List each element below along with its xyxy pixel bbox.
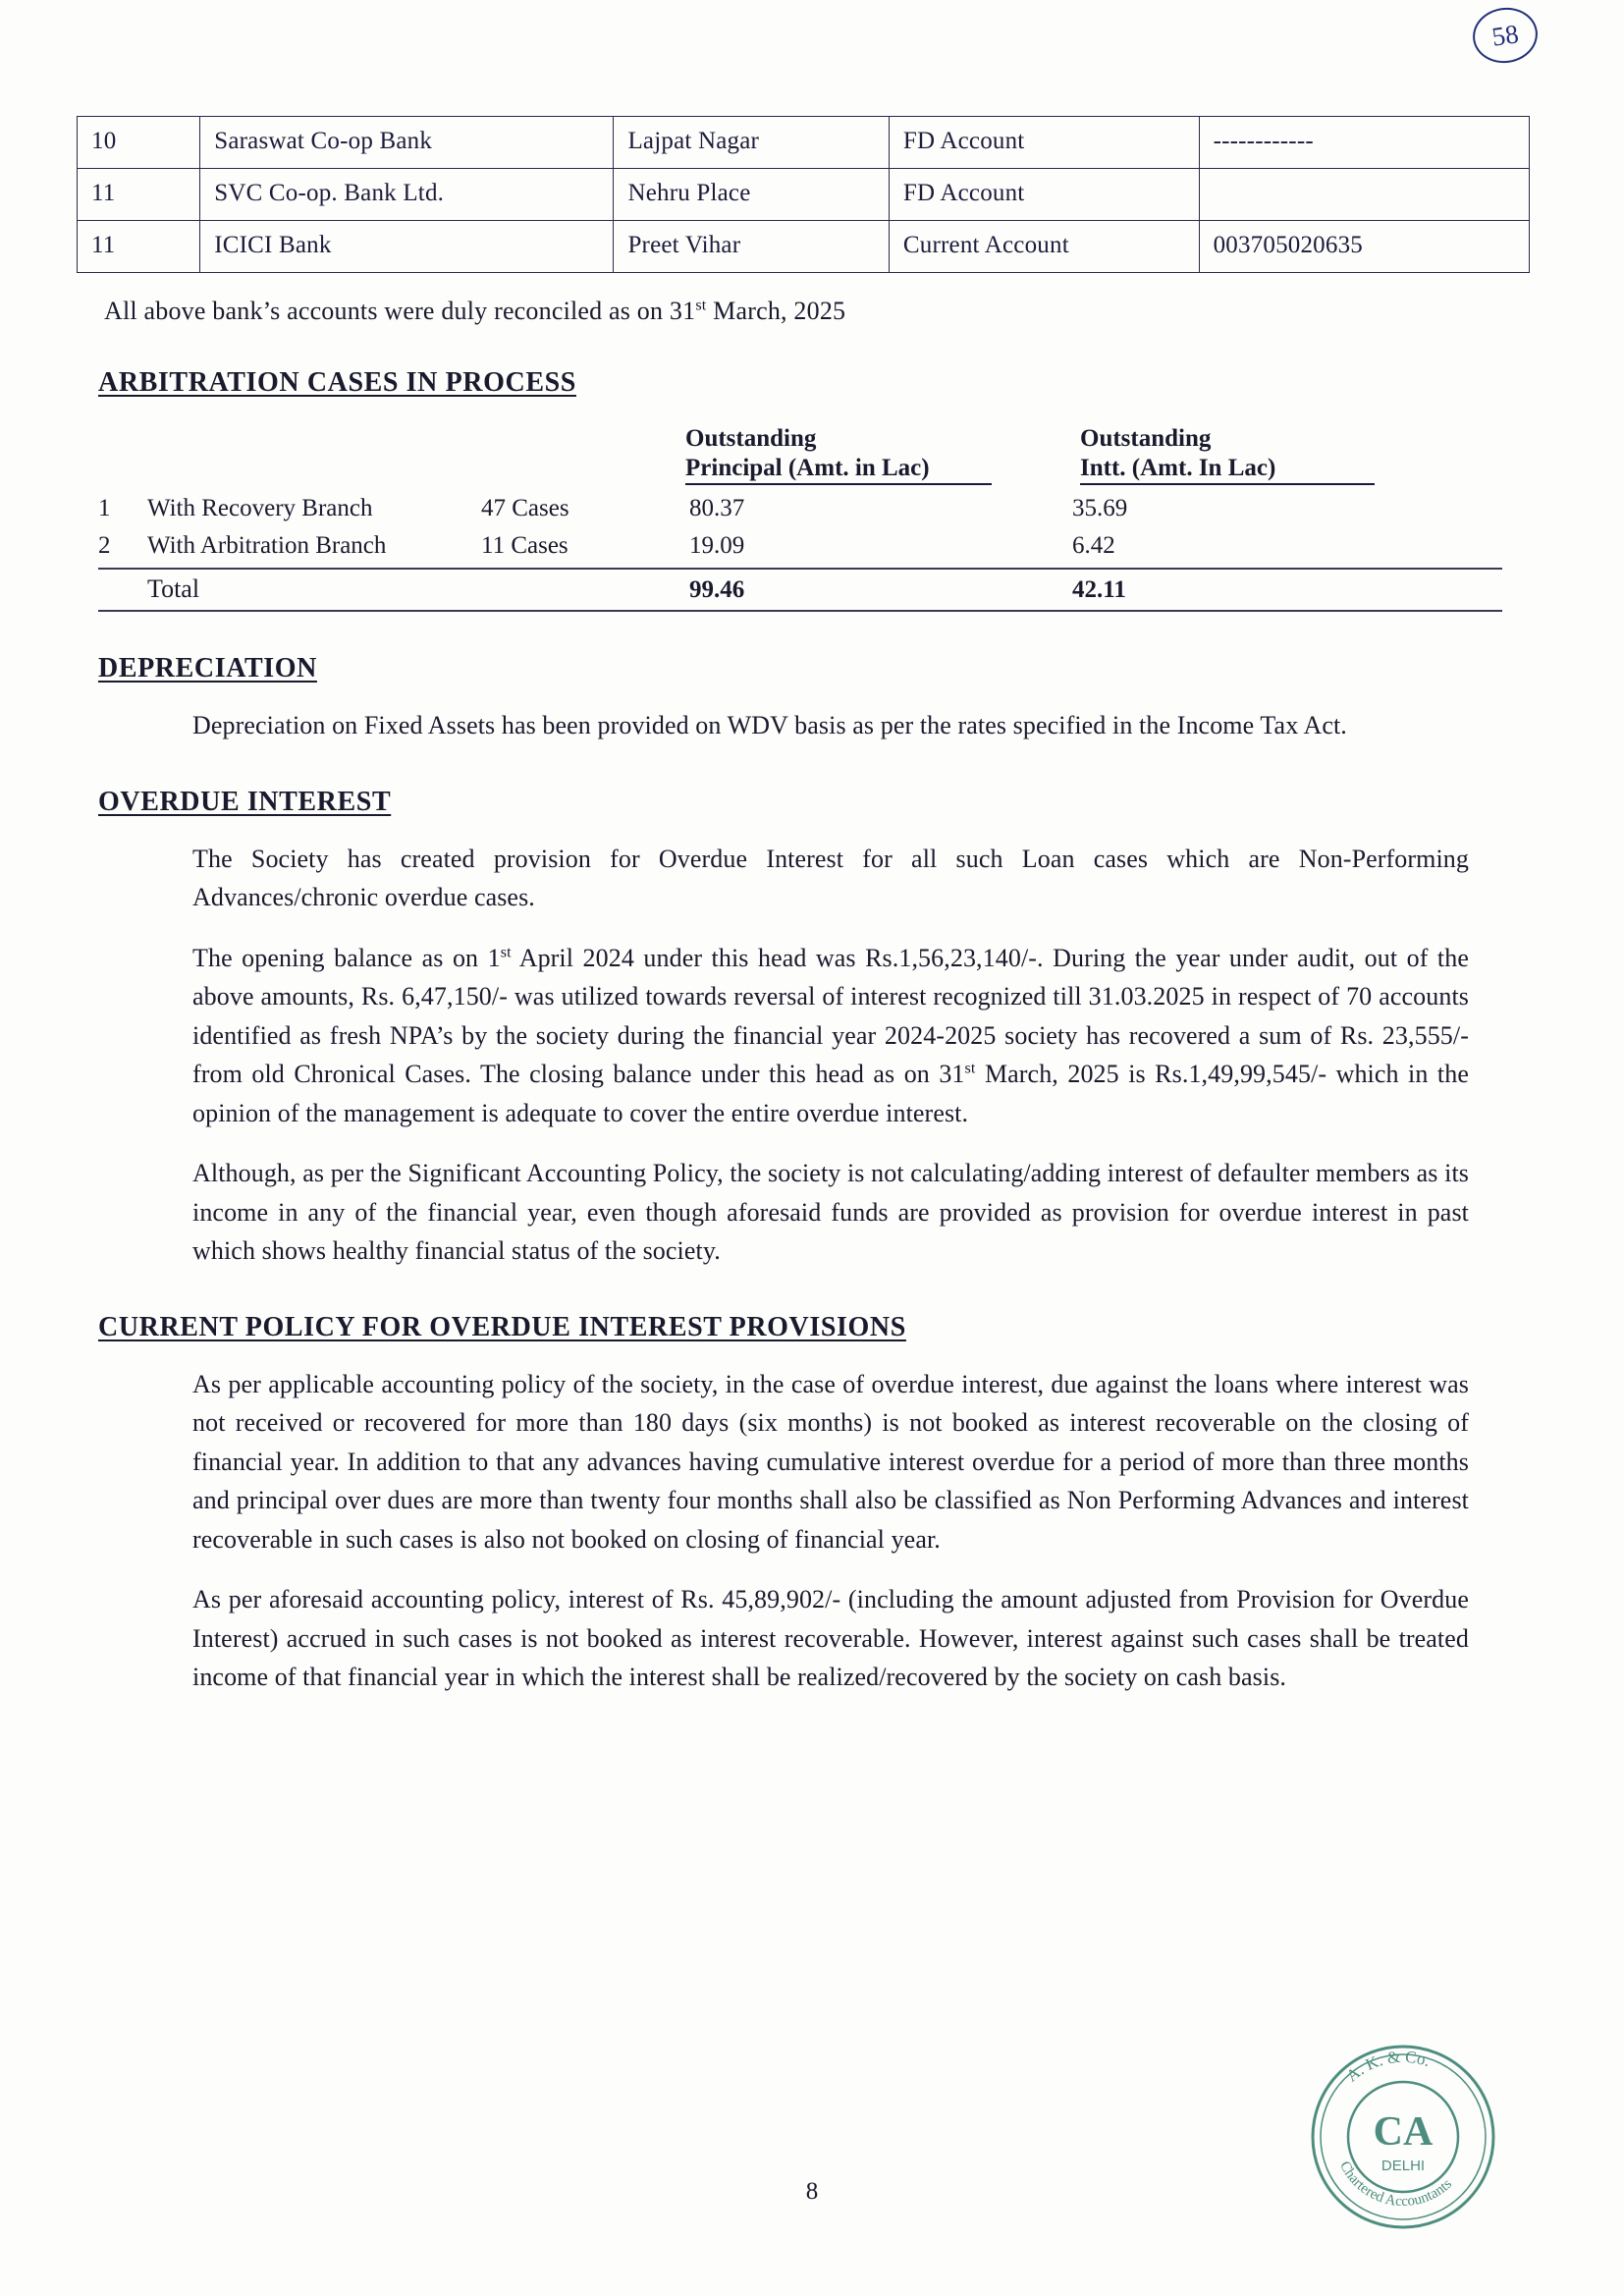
bank-accounts-table: [77, 116, 1530, 273]
heading-overdue-interest: OVERDUE INTEREST: [98, 786, 392, 817]
arb-principal: 80.37: [689, 495, 745, 521]
table-row: [78, 169, 1530, 221]
row-serial: 11: [78, 221, 200, 273]
column-header-interest: [1080, 424, 1375, 485]
arb-serial: 1: [98, 495, 111, 521]
current-policy-paragraph-2: As per aforesaid accounting policy, interest of Rs. 45,89,902/- (including the amount adjusted from Provision for Overdue Interest) accrued in such cases is not booked as interest recoverable. However, interest against such cases shall be treated income of that financial year in which the interest shall be realized/recovered by the society on cash basis.: [192, 1585, 1469, 1692]
arb-total-principal: 99.46: [689, 576, 745, 603]
depreciation-paragraph: Depreciation on Fixed Assets has been provided on WDV basis as per the rates specified in the Income Tax Act.: [192, 711, 1347, 739]
ordinal-suffix: st: [695, 297, 707, 314]
ordinal-suffix: st: [500, 943, 512, 960]
row-branch: Nehru Place: [614, 169, 889, 221]
arb-total-interest: 42.11: [1072, 576, 1126, 603]
row-branch: Lajpat Nagar: [614, 117, 889, 169]
row-type: FD Account: [889, 117, 1199, 169]
overdue-para2-part-c: March, 2025 is Rs.1,49,99,545/- which in the opinion of the management is adequate to cover the entire overdue interest.: [192, 1060, 1469, 1127]
row-account: [1199, 169, 1529, 221]
arb-cases: 11 Cases: [481, 532, 568, 559]
document-content: [77, 116, 1549, 1697]
overdue-para2-part-b: April 2024 under this head was Rs.1,56,23,140/-. During the year under audit, out of the above amounts, Rs. 6,47,150/- was utilized towards reversal of interest recognized till 31.03.2025 in respect of 70 accounts identified as fresh NPA’s by the society during the financial year 2024-2025 society has recovered a sum of Rs. 23,555/- from old Chronical Cases. The closing balance under this head as on 31: [192, 943, 1469, 1089]
chartered-accountant-seal-icon: [1300, 2039, 1506, 2235]
row-bank: ICICI Bank: [200, 221, 614, 273]
row-account: ------------: [1199, 117, 1529, 169]
svg-text:CA: CA: [1373, 2109, 1434, 2155]
arb-total-label: Total: [147, 574, 200, 603]
overdue-paragraph-3: Although, as per the Significant Accounting Policy, the society is not calculating/adding interest of defaulter members as its income in any of the financial year, even though aforesaid funds are provided as provision for overdue interest in past which shows healthy financial status of the society.: [192, 1159, 1469, 1266]
arbitration-row: [98, 532, 1502, 560]
page-footer-number: 8: [805, 2178, 819, 2205]
row-type: Current Account: [889, 221, 1199, 273]
reconciliation-note: [104, 297, 1549, 326]
column-header-principal: [685, 424, 992, 485]
table-row: [78, 221, 1530, 273]
overdue-paragraph-1: The Society has created provision for Overdue Interest for all such Loan cases which are Non-Performing Advances/chronic overdue cases.: [192, 844, 1469, 912]
arb-serial: 2: [98, 532, 111, 559]
row-serial: 11: [78, 169, 200, 221]
heading-depreciation: DEPRECIATION: [98, 653, 317, 683]
row-type: FD Account: [889, 169, 1199, 221]
arb-interest: 35.69: [1072, 495, 1128, 521]
row-serial: 10: [78, 117, 200, 169]
arbitration-row: [98, 495, 1502, 522]
overdue-para2-part-a: The opening balance as on 1: [192, 943, 501, 972]
column-header-interest-line1: Outstanding: [1080, 425, 1212, 452]
column-header-principal-line1: Outstanding: [685, 425, 817, 452]
ordinal-suffix: st: [964, 1060, 976, 1077]
row-bank: Saraswat Co-op Bank: [200, 117, 614, 169]
page-corner-number: 58: [1469, 4, 1541, 68]
row-branch: Preet Vihar: [614, 221, 889, 273]
row-account: 003705020635: [1199, 221, 1529, 273]
arb-label: With Arbitration Branch: [147, 532, 387, 559]
column-header-principal-line2: Principal (Amt. in Lac): [685, 454, 930, 481]
reconciliation-note-date: March, 2025: [706, 297, 846, 325]
arb-label: With Recovery Branch: [147, 495, 373, 521]
arbitration-table: [98, 424, 1502, 612]
arbitration-total-row: [98, 568, 1502, 612]
overdue-paragraph-2: [192, 939, 1469, 1133]
svg-text:A. K. & Co.: A. K. & Co.: [1342, 2047, 1434, 2086]
svg-text:Chartered Accountants: Chartered Accountants: [1336, 2159, 1456, 2211]
table-row: [78, 117, 1530, 169]
arb-cases: 47 Cases: [481, 495, 569, 521]
column-header-interest-line2: Intt. (Amt. In Lac): [1080, 454, 1276, 481]
heading-current-policy: CURRENT POLICY FOR OVERDUE INTEREST PROVISIONS: [98, 1311, 906, 1342]
heading-arbitration: ARBITRATION CASES IN PROCESS: [98, 367, 576, 398]
arbitration-column-headers: [685, 424, 1502, 485]
arb-interest: 6.42: [1072, 532, 1115, 559]
row-bank: SVC Co-op. Bank Ltd.: [200, 169, 614, 221]
reconciliation-note-text: All above bank’s accounts were duly reconciled as on 31: [104, 297, 696, 325]
svg-text:DELHI: DELHI: [1380, 2158, 1426, 2174]
current-policy-paragraph-1: As per applicable accounting policy of the society, in the case of overdue interest, due against the loans where interest was not received or recovered for more than 180 days (six months) is not booked as interest recoverable on the closing of financial year. In addition to that any advances having cumulative interest overdue for a period of more than three months and principal over dues are more than twenty four months shall also be classified as Non Performing Advances and interest recoverable in such cases is also not booked on closing of financial year.: [192, 1369, 1469, 1554]
arb-principal: 19.09: [689, 532, 745, 559]
